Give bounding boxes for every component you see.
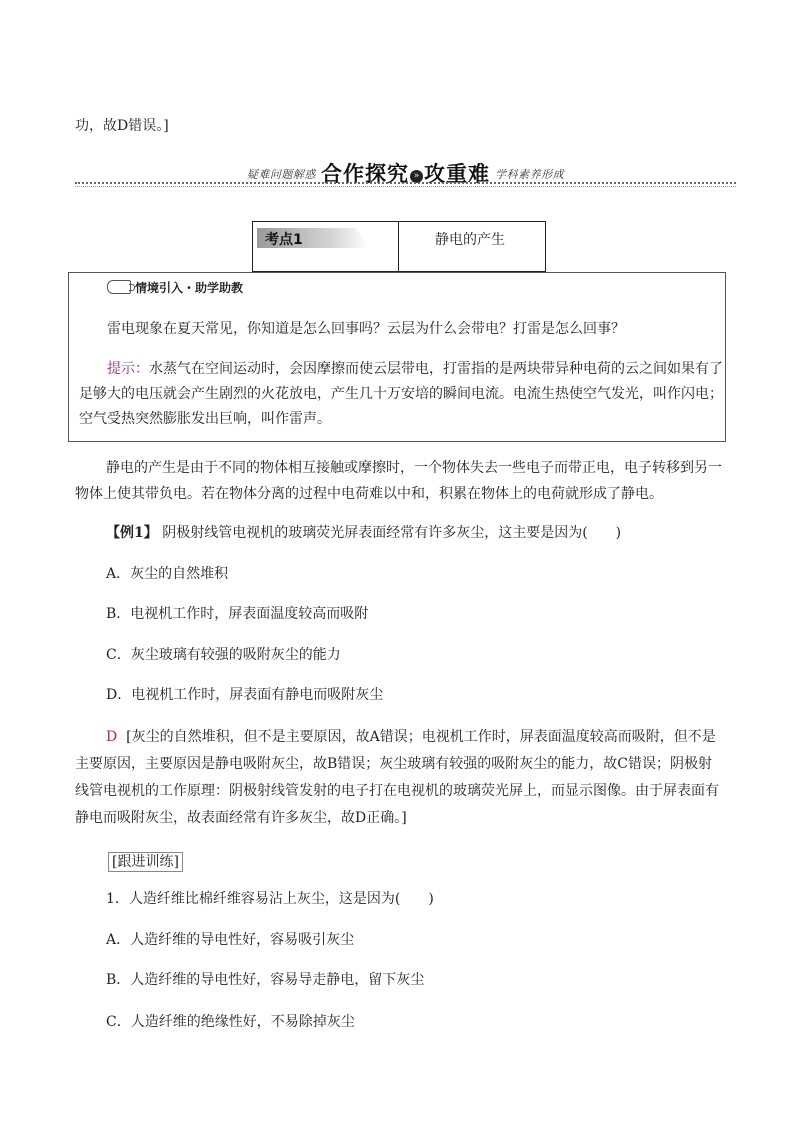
hint-label: 提示： — [107, 361, 149, 377]
practice-option-c: C．人造纤维的绝缘性好，不易除掉灰尘 — [106, 1014, 355, 1030]
scenario-hint-line-1: 提示：水蒸气在空间运动时，会因摩擦而使云层带电，打雷指的是两块带异种电荷的云之间如果有了 — [107, 361, 723, 377]
explanation-line-2: 物体上使其带负电。若在物体分离的过程中电荷难以中和，积累在物体上的电荷就形成了静电。 — [75, 486, 663, 502]
pointing-hand-icon — [107, 280, 131, 294]
practice-option-a: A．人造纤维的导电性好，容易吸引灰尘 — [106, 932, 355, 948]
example-label: 【例1】 — [106, 525, 158, 541]
example-option-d: D．电视机工作时，屏表面有静电而吸附灰尘 — [106, 687, 384, 703]
example-question — [106, 523, 621, 543]
example-question-text: 阴极射线管电视机的玻璃荧光屏表面经常有许多灰尘，这主要是因为( ) — [162, 525, 622, 541]
topic-header-table — [252, 221, 546, 272]
banner-left-caption: 疑难问题解惑 — [246, 168, 316, 181]
scenario-hint-line-2: 足够大的电压就会产生剧烈的火花放电，产生几十万安培的瞬间电流。电流生热使空气发光，叫作闪电； — [79, 386, 723, 402]
section-banner — [75, 158, 736, 188]
example-answer-line-3: 线管电视机的工作原理：阴极射线管发射的电子打在电视机的玻璃荧光屏上，而显示图像。由于屏表面有 — [75, 783, 719, 799]
banner-title-part2: 攻重难 — [424, 162, 490, 186]
scenario-hint-line-3: 空气受热突然膨胀发出巨响，叫作雷声。 — [79, 411, 331, 427]
example-answer-line-1: D [灰尘的自然堆积，但不是主要原因，故A错误；电视机工作时，屏表面温度较高而吸附，但不是 — [106, 729, 716, 745]
scenario-question: 雷电现象在夏天常见，你知道是怎么回事吗？云层为什么会带电？打雷是怎么回事？ — [107, 321, 625, 337]
practice-question: 1．人造纤维比棉纤维容易沾上灰尘，这是因为( ) — [106, 891, 434, 907]
banner-title-part1: 合作探究 — [321, 162, 409, 186]
double-arrow-icon: » — [410, 170, 423, 183]
example-option-b: B．电视机工作时，屏表面温度较高而吸附 — [106, 606, 369, 622]
topic-badge-cell — [253, 222, 399, 271]
banner-right-caption: 学科素养形成 — [495, 168, 565, 181]
banner-divider — [75, 182, 736, 184]
example-option-a: A．灰尘的自然堆积 — [106, 566, 229, 582]
topic-badge-label: 考点1 — [265, 232, 303, 248]
explanation-line-1: 静电的产生是由于不同的物体相互接触或摩擦时，一个物体失去一些电子而带正电，电子转移到另一 — [106, 460, 722, 476]
scenario-heading-text: 情境引入・助学助教 — [135, 281, 244, 295]
example-option-c: C．灰尘玻璃有较强的吸附灰尘的能力 — [106, 647, 341, 663]
scenario-heading — [107, 279, 243, 296]
example-answer-line-4: 静电而吸附灰尘，故表面经常有许多灰尘，故D正确。] — [75, 810, 407, 826]
banner-divider-secondary — [75, 186, 736, 187]
previous-answer-continuation: 功，故D错误。] — [75, 118, 169, 134]
topic-title: 静电的产生 — [435, 232, 505, 248]
example-answer-line-2: 主要原因，主要原因是静电吸附灰尘，故B错误；灰尘玻璃有较强的吸附灰尘的能力，故C错误；阴极射 — [75, 756, 712, 772]
practice-option-b: B．人造纤维的导电性好，容易导走静电，留下灰尘 — [106, 972, 425, 988]
practice-tag: [跟进训练] — [108, 852, 183, 872]
answer-letter: D — [106, 729, 118, 745]
scenario-box — [68, 272, 726, 442]
